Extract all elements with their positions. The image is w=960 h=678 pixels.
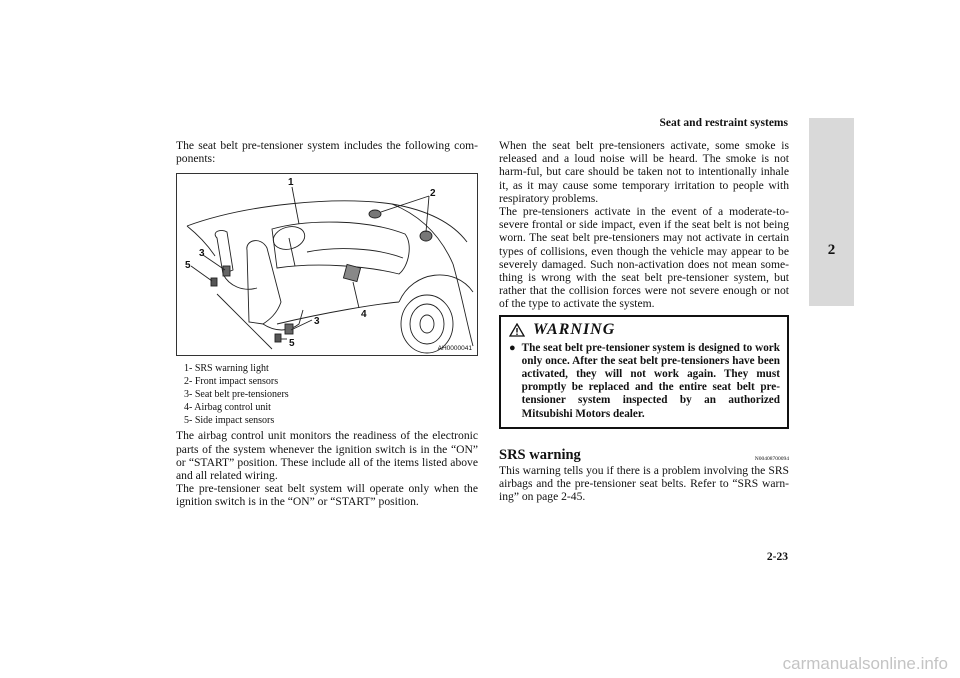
watermark: carmanualsonline.info [782,654,948,673]
warning-header [509,321,780,339]
section-heading-row [499,447,789,464]
chapter-tab [809,118,854,306]
legend-item: 1- SRS warning light [184,363,269,375]
legend-item: 5- Side impact sensors [184,415,275,427]
chapter-number: 2 [827,242,836,258]
callout-2: 2 [430,188,436,200]
warning-text: The seat belt pre-tensioner system is designed to work only once. After the seat belt pre-tensioners have been activated, they will not work again. They must promptly be replaced and the entire seat belt pre-tensioner system inspected by an authorized Mitsubishi Motors dealer. [521,341,780,420]
warning-item [509,342,780,421]
left-column [176,139,478,509]
figure-code: AH0000041 [437,345,472,353]
warning-box [499,315,789,429]
callout-5-front: 5 [289,338,295,350]
warning-title: WARNING [533,320,616,338]
section-code: N00408700094 [754,455,789,462]
legend-item: 4- Airbag control unit [184,402,271,414]
callout-5-rear: 5 [185,260,191,272]
right-column [499,139,789,503]
callout-3-rear: 3 [199,248,205,260]
smoke-paragraph: When the seat belt pre-tensioners activate, some smoke is released and a loud noise will be heard. The smoke is not harm-ful, but care should be taken not to intentionally inhale it, as it may cause some temporary irritation to people with respiratory problems. [499,139,789,205]
callout-3-front: 3 [314,316,320,328]
monitoring-paragraph: The airbag control unit monitors the readiness of the electronic parts of the system whenever the ignition switch is in the “ON” or “START” position. These include all of the items listed above and all related wiring. [176,429,478,483]
callout-4: 4 [361,309,367,321]
warning-triangle-icon [509,323,525,337]
legend-item: 3- Seat belt pre-tensioners [184,389,289,401]
filled-circle-bullet-icon: ● [509,341,516,354]
seat-belt-system-figure [176,173,478,356]
activation-paragraph: The pre-tensioners activate in the event of a moderate-to-severe frontal or side impact, even if the seat belt is not being worn. The seat belt pre-tensioners may not activate in certain types of collisions, even though the vehicle may appear to be severely damaged. Such non-activation does not mean some-thing is wrong with the seat belt pre-tensioner system, but rather that the collision forces were not severe enough or not of the type to activate the system. [499,205,789,311]
vehicle-interior-illustration [177,174,477,355]
running-header: Seat and restraint systems [659,117,788,129]
callout-1: 1 [288,177,294,189]
legend-item: 2- Front impact sensors [184,376,279,388]
srs-warning-paragraph: This warning tells you if there is a problem involving the SRS airbags and the pre-tensioner seat belts. Refer to “SRS warn-ing” on page 2-45. [499,463,789,504]
figure-legend [184,362,478,427]
intro-paragraph: The seat belt pre-tensioner system includes the following com-ponents: [176,139,478,166]
operation-paragraph: The pre-tensioner seat belt system will operate only when the ignition switch is in the “ON” or “START” position. [176,482,478,509]
section-heading: SRS warning [499,446,581,463]
page-number: 2-23 [766,551,788,563]
